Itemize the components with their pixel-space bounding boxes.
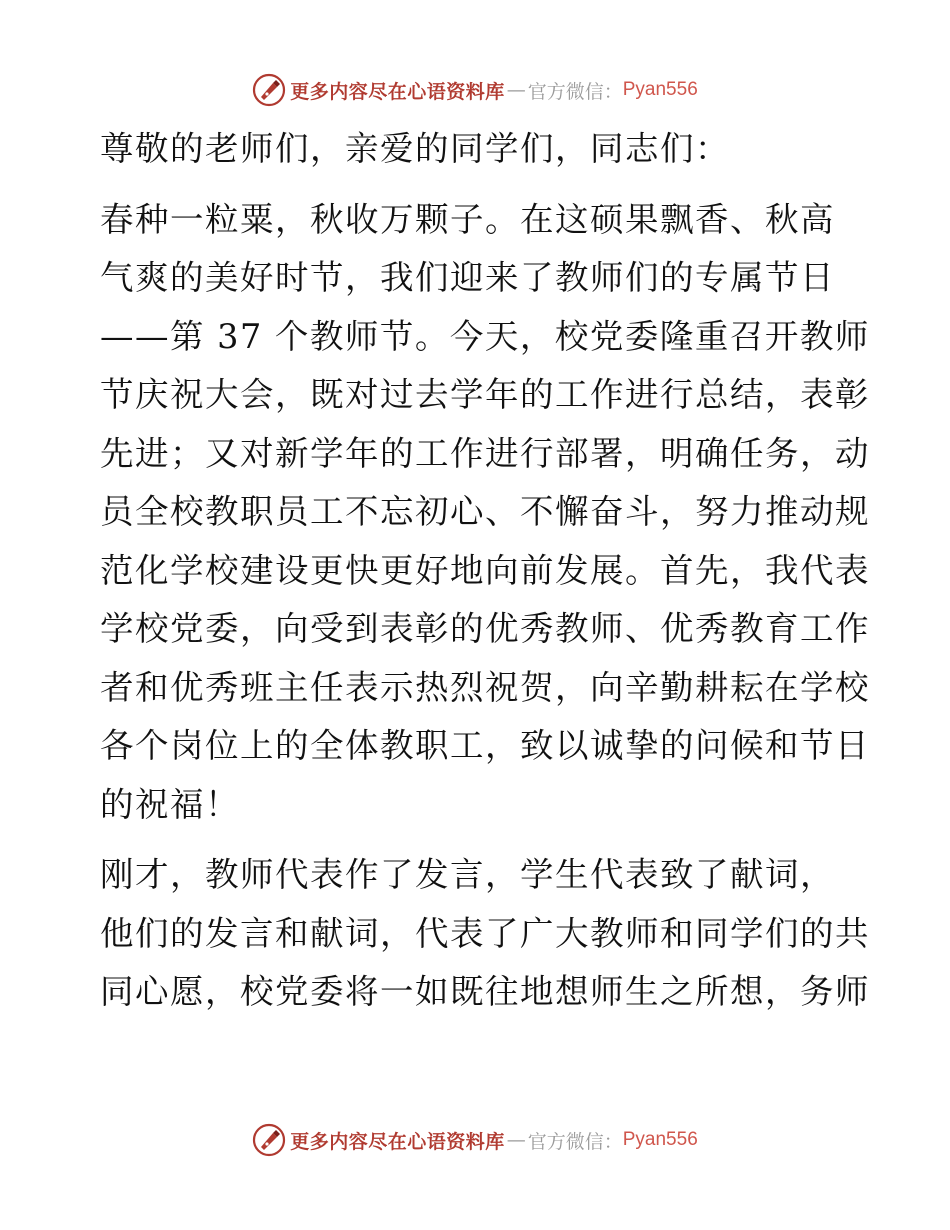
footer-banner xyxy=(0,1120,950,1160)
text-line: 同心愿，校党委将一如既往地想师生之所想，务师 xyxy=(100,972,870,1011)
paragraph-1 xyxy=(100,191,870,835)
salutation: 尊敬的老师们，亲爱的同学们，同志们： xyxy=(100,129,730,168)
banner-wechat-id: Pyan556 xyxy=(622,79,698,100)
text-line: ——第 37 个教师节。今天，校党委隆重召开教师 xyxy=(100,316,870,356)
pen-nib-logo-icon xyxy=(252,73,286,107)
header-banner xyxy=(0,70,950,110)
text-line: 各个岗位上的全体教职工，致以诚挚的问候和节日 xyxy=(100,726,870,765)
text-line: 春种一粒粟，秋收万颗子。在这硕果飘香、秋高 xyxy=(100,199,835,239)
banner-dash: — xyxy=(506,79,526,101)
text-line: 节庆祝大会，既对过去学年的工作进行总结，表彰 xyxy=(100,375,870,414)
text-line: 先进；又对新学年的工作进行部署，明确任务，动 xyxy=(100,433,870,473)
text-line: 他们的发言和献词，代表了广大教师和同学们的共 xyxy=(100,913,870,953)
document-body xyxy=(100,120,870,1034)
text-line: 刚才，教师代表作了发言，学生代表致了献词， xyxy=(100,855,835,894)
banner-main-text: 更多内容尽在心语资料库 xyxy=(290,80,505,103)
text-line: 范化学校建设更快更好地向前发展。首先，我代表 xyxy=(100,550,870,590)
banner-wechat-label: 官方微信： xyxy=(527,80,623,103)
paragraph-2 xyxy=(100,846,870,1022)
banner-main-text: 更多内容尽在心语资料库 xyxy=(290,1130,505,1153)
banner-dash: — xyxy=(506,1129,526,1151)
text-line: 学校党委，向受到表彰的优秀教师、优秀教育工作 xyxy=(100,609,870,648)
text-line: 气爽的美好时节，我们迎来了教师们的专属节日 xyxy=(100,258,835,297)
text-line: 者和优秀班主任表示热烈祝贺，向辛勤耕耘在学校 xyxy=(100,667,870,707)
pen-nib-logo-icon xyxy=(252,1123,286,1157)
banner-wechat-label: 官方微信： xyxy=(527,1130,623,1153)
banner-wechat-id: Pyan556 xyxy=(622,1129,698,1150)
text-line: 的祝福！ xyxy=(100,784,240,824)
text-line: 员全校教职员工不忘初心、不懈奋斗，努力推动规 xyxy=(100,492,870,531)
